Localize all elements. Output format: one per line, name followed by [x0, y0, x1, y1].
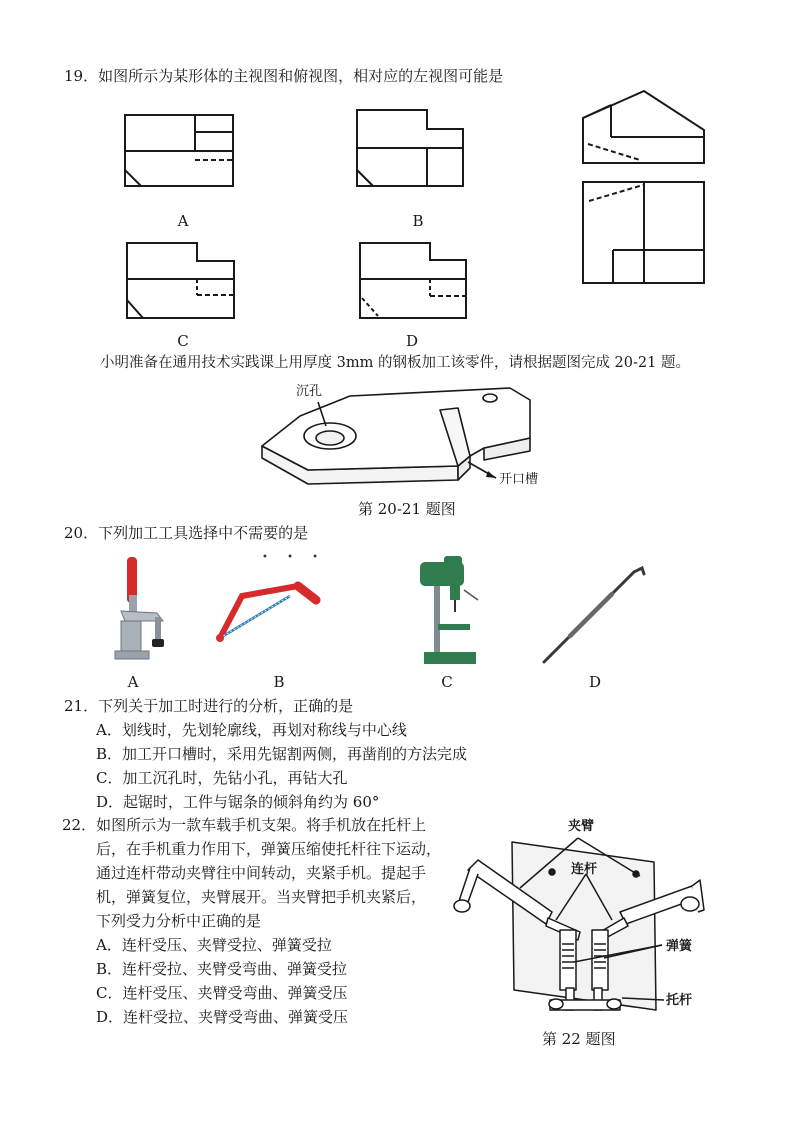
q20-option-c-label[interactable]: C [441, 673, 453, 691]
q21-choice-c[interactable]: C．加工沉孔时，先钻小孔，再钻大孔 [96, 769, 348, 787]
q20-option-b-label[interactable]: B [273, 673, 285, 691]
q19-option-b-label[interactable]: B [412, 212, 424, 230]
label-link: 连杆 [571, 862, 598, 877]
q21-choice-b[interactable]: B．加工开口槽时，采用先锯割两侧，再凿削的方法完成 [96, 745, 468, 763]
q19-stem: 19．如图所示为某形体的主视图和俯视图，相对应的左视图可能是 [64, 67, 504, 85]
q19-option-d-label[interactable]: D [405, 332, 419, 350]
q22-stem-line-3: 通过连杆带动夹臂往中间转动，夹紧手机。提起手 [96, 864, 427, 882]
q21-choice-a[interactable]: A．划线时，先划轮廓线，再划对称线与中心线 [96, 721, 407, 739]
label-spring: 弹簧 [666, 939, 693, 954]
q22-stem-line-2: 后，在手机重力作用下，弹簧压缩使托杆往下运动， [96, 840, 442, 858]
q22-choice-b[interactable]: B．连杆受拉、夹臂受弯曲、弹簧受拉 [96, 960, 348, 978]
q20-21-intro: 小明准备在通用技术实践课上用厚度 3mm 的钢板加工该零件，请根据题图完成 20-21 题。 [100, 355, 690, 371]
q19-option-c-label[interactable]: C [177, 332, 189, 350]
q22-stem-line-4: 机，弹簧复位，夹臂展开。当夹臂把手机夹紧后， [96, 888, 427, 906]
q21-stem: 21．下列关于加工时进行的分析，正确的是 [64, 697, 354, 715]
label-clamp-arm: 夹臂 [568, 819, 595, 834]
figure-caption-22: 第 22 题图 [542, 1030, 616, 1048]
q20-option-d-label[interactable]: D [588, 673, 602, 691]
q19-option-a-label[interactable]: A [177, 212, 189, 230]
figure-caption-20-21: 第 20-21 题图 [358, 500, 456, 518]
q21-choice-d[interactable]: D．起锯时，工件与锯条的倾斜角约为 60° [96, 793, 380, 811]
q22-choice-d[interactable]: D．连杆受拉、夹臂受弯曲、弹簧受压 [96, 1008, 349, 1026]
q20-emphasis-marks: • • • [262, 552, 327, 563]
q20-option-a-label[interactable]: A [127, 673, 139, 691]
q22-stem-line-1: 22．如图所示为一款车载手机支架。将手机放在托杆上 [62, 816, 427, 834]
callout-open-slot: 开口槽 [499, 472, 539, 487]
q22-stem-line-5: 下列受力分析中正确的是 [96, 912, 262, 930]
label-holder-bar: 托杆 [666, 993, 693, 1008]
q22-choice-a[interactable]: A．连杆受压、夹臂受拉、弹簧受拉 [96, 936, 332, 954]
q22-choice-c[interactable]: C．连杆受压、夹臂受弯曲、弹簧受压 [96, 984, 348, 1002]
q20-stem: 20．下列加工工具选择中不需要的是 [64, 524, 309, 542]
callout-countersink: 沉孔 [296, 384, 323, 399]
